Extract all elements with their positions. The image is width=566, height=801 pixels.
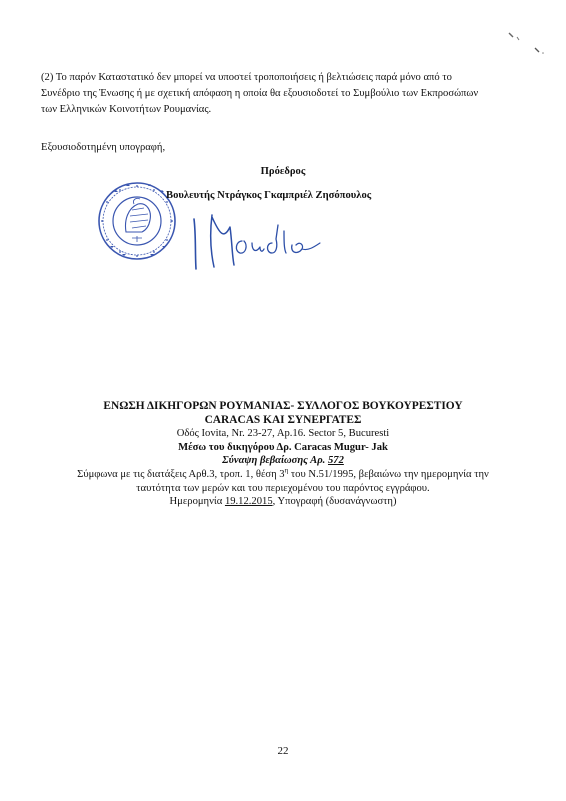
amendment-paragraph: [41, 70, 527, 118]
scan-marks-icon: [505, 28, 550, 56]
president-title: Πρόεδρος: [260, 166, 306, 177]
date-suffix: , Υπογραφή (δυσανάγνωστη): [272, 496, 397, 508]
bar-association-title: ΕΝΩΣΗ ΔΙΚΗΓΟΡΩΝ ΡΟΥΜΑΝΙΑΣ- ΣΥΛΛΟΓΟΣ ΒΟΥΚΟΥΡΕΣΤΙΟΥ: [103, 400, 463, 412]
certification-text-b: του N.51/1995, βεβαιώνω την ημερομηνία την: [288, 468, 489, 480]
paragraph-line: των Ελληνικών Κοινοτήτων Ρουμανίας.: [41, 104, 212, 115]
date-prefix: Ημερομηνία: [169, 496, 225, 508]
date-line: [40, 495, 526, 509]
firm-address: Οδός Iovita, Nr. 23-27, Ap.16. Sector 5, Bucuresti: [176, 428, 390, 440]
paragraph-line: (2) Το παρόν Καταστατικό δεν μπορεί να υποστεί τροποποιήσεις ή βελτιώσεις παρά μόνο από το: [41, 72, 452, 83]
agreement-number: 572: [327, 455, 344, 467]
lawyer-name: Μέσω του δικηγόρου Δρ. Caracas Mugur- Jak: [178, 441, 388, 453]
authorized-signature-label: Εξουσιοδοτημένη υπογραφή,: [41, 142, 166, 153]
page-number: 22: [277, 745, 289, 757]
law-firm-name: CARACAS ΚΑΙ ΣΥΝΕΡΓΑΤΕΣ: [204, 413, 362, 426]
certification-text-a: Σύμφωνα με τις διατάξεις Αρθ.3, τροπ. 1, θέση 3: [77, 468, 285, 480]
agreement-prefix: Σύναψη βεβαίωσης Αρ.: [222, 455, 328, 467]
president-name: Βουλευτής Ντράγκος Γκαμπριέλ Ζησόπουλος: [166, 190, 372, 201]
certification-text-line: ταυτότητα των μερών και του περιεχομένου του παρόντος εγγράφου.: [136, 482, 430, 494]
handwritten-signature-icon: [186, 205, 326, 275]
certification-date: 19.12.2015: [224, 496, 273, 508]
paragraph-line: Συνέδριο της Ένωσης ή με σχετική απόφαση η οποία θα εξουσιοδοτεί το Συμβούλιο των Εκπροσώπων: [41, 88, 479, 99]
certification-text-sup: η: [284, 466, 289, 475]
certification-text-line: [40, 468, 526, 482]
agreement-line: [40, 454, 526, 468]
lawyer-certification: [40, 400, 526, 509]
